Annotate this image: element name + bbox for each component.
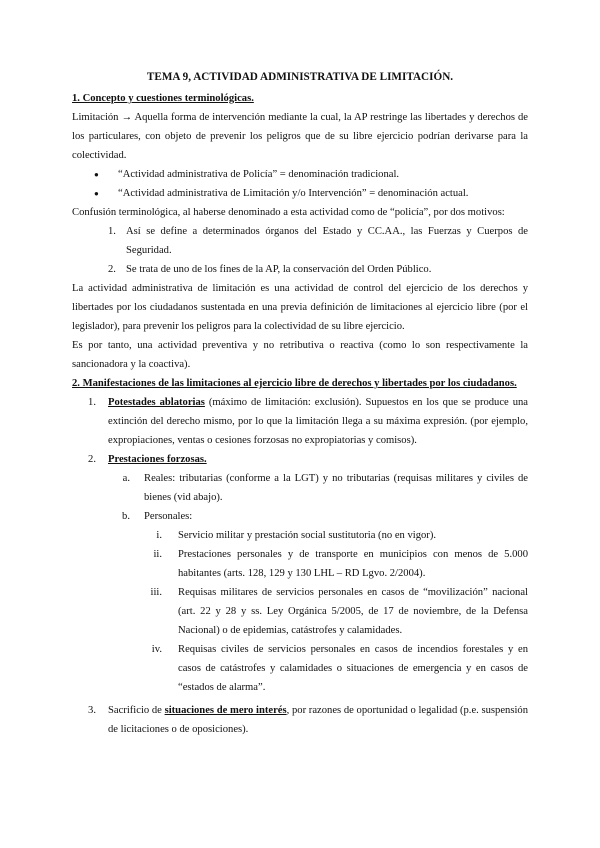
list-item — [72, 701, 528, 739]
page-title: TEMA 9, ACTIVIDAD ADMINISTRATIVA DE LIMITACIÓN. — [146, 71, 454, 83]
list-number: 2. — [88, 454, 96, 465]
list-number: 1. — [108, 226, 116, 237]
list-item — [72, 526, 528, 545]
list-item — [72, 507, 528, 526]
prestaciones-sublist — [72, 469, 528, 526]
list-number: 3. — [88, 705, 96, 716]
section-2-heading-text: 2. Manifestaciones de las limitaciones al ejercicio libre de derechos y libertades por los ciudadanos. — [72, 378, 517, 389]
list-item — [108, 222, 528, 260]
term-description: (máximo de limitación: exclusión). Supuestos en los que se produce una extinción del derecho mismo, por lo que la limitación llega a su máxima expresión. (por ejemplo, expropiaciones, ventas o cesiones forzosas no expropiatorias y comisos). — [108, 397, 528, 446]
manifestations-list — [72, 393, 528, 739]
list-item — [72, 640, 528, 697]
term-description: , por razones de oportunidad o legalidad (p.e. suspensión de licitaciones o de oposiciones). — [108, 705, 528, 735]
list-text — [108, 701, 528, 739]
list-text: Reales: tributarias (conforme a la LGT) y no tributarias (requisas militares y civiles de bienes (vid abajo). — [144, 473, 528, 503]
personales-sublist — [72, 526, 528, 697]
list-number: 1. — [88, 397, 96, 408]
denominations-list — [72, 165, 528, 203]
list-roman: ii. — [153, 549, 162, 560]
list-item — [72, 583, 528, 640]
list-item — [108, 260, 528, 279]
list-roman: i. — [156, 530, 162, 541]
list-text: Prestaciones personales y de transporte en municipios con menos de 5.000 habitantes (arts. 128, 129 y 130 LHL – RD Lgvo. 2/2004). — [178, 549, 528, 579]
list-item — [72, 469, 528, 507]
list-item — [72, 545, 528, 583]
section-1-heading: 1. Concepto y cuestiones terminológicas. — [72, 93, 254, 104]
term-bold: situaciones de mero interés — [164, 705, 287, 716]
list-text: Requisas militares de servicios personales en casos de “movilización” nacional (art. 22 y 28 y ss. Ley Orgánica 5/2005, de 17 de noviembre, de la Defensa Nacional) o de epidemias, catástrofes y calamidades. — [178, 587, 528, 636]
term-prefix: Sacrificio de — [108, 705, 165, 716]
list-text — [108, 450, 528, 469]
list-text — [108, 393, 528, 450]
bullet-item: ● “Actividad administrativa de Limitación y/o Intervención” = denominación actual. — [94, 184, 528, 203]
list-text: Requisas civiles de servicios personales en casos de incendios forestales y en casos de catástrofes y calamidades o situaciones de emergencia y en casos de “estados de alarma”. — [178, 644, 528, 693]
control-paragraph: La actividad administrativa de limitación es una actividad de control del ejercicio de los derechos y libertades por los ciudadanos sustentada en una previa definición de limitaciones al ejercicio libre (por el legislador), para prevenir los peligros para la colectividad de su libre ejercicio. — [72, 283, 528, 332]
preventive-paragraph: Es por tanto, una actividad preventiva y no retributiva o reactiva (como lo son respectivamente la sancionadora y la coactiva). — [72, 340, 528, 370]
confusion-paragraph: Confusión terminológica, al haberse denominado a esta actividad como de “policía”, por dos motivos: — [72, 207, 505, 218]
list-text: Así se define a determinados órganos del Estado y CC.AA., las Fuerzas y Cuerpos de Seguridad. — [126, 226, 528, 256]
term-bold: Potestades ablatorias — [108, 397, 205, 408]
limitacion-definition: Limitación → Aquella forma de intervención mediante la cual, la AP restringe las libertades y derechos de los particulares, con objeto de prevenir los peligros que de su libre ejercicio podrían derivarse para la colectividad. — [72, 112, 528, 161]
list-text: Se trata de uno de los fines de la AP, la conservación del Orden Público. — [126, 264, 432, 275]
list-text: Servicio militar y prestación social sustitutoria (no en vigor). — [178, 530, 437, 541]
section-2-heading — [72, 374, 528, 393]
document-page — [72, 68, 528, 739]
list-item — [72, 450, 528, 469]
list-roman: iii. — [150, 587, 162, 598]
bullet-item: ● “Actividad administrativa de Policía” = denominación tradicional. — [94, 165, 528, 184]
list-number: 2. — [108, 264, 116, 275]
list-item — [72, 393, 528, 450]
term-bold: Prestaciones forzosas. — [108, 454, 207, 465]
list-letter: a. — [122, 473, 130, 484]
motivos-list — [72, 222, 528, 279]
list-letter: b. — [122, 511, 130, 522]
list-roman: iv. — [151, 644, 162, 655]
list-text: Personales: — [144, 511, 193, 522]
